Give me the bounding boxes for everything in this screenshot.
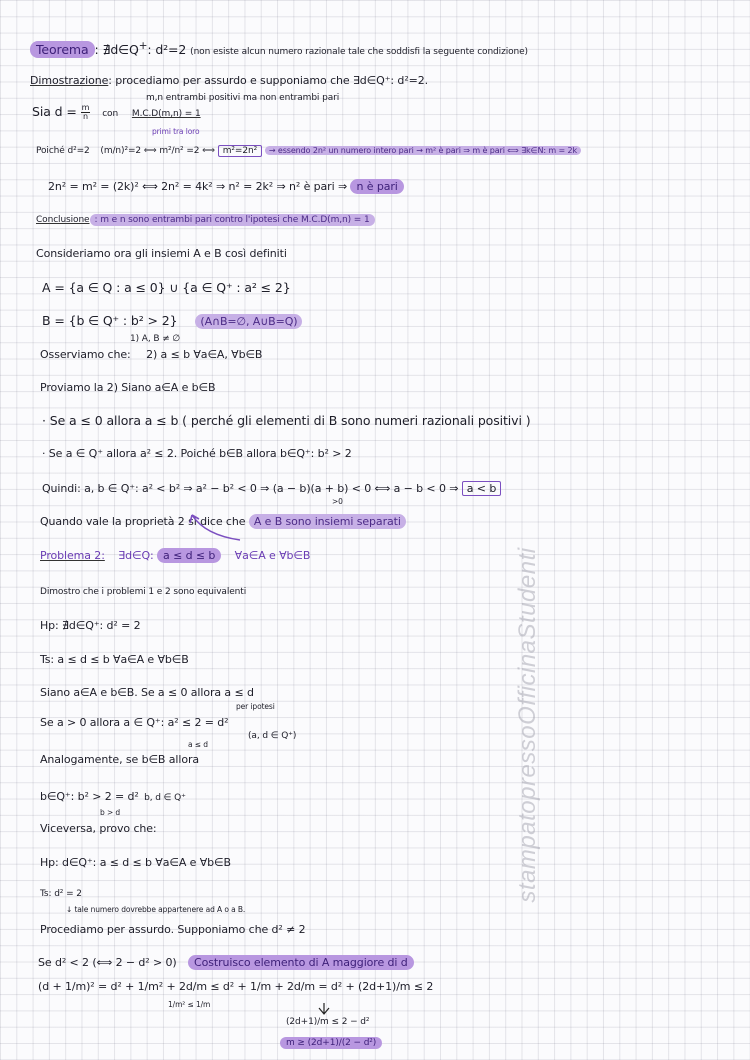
problem2-label: Problema 2: — [40, 549, 105, 562]
problem2-line: Problema 2: ∃d∈Q: a ≤ d ≤ b ∀a∈A e ∀b∈B — [40, 549, 311, 562]
let-d-text: Sia d = — [32, 104, 77, 119]
mcd-text: M.C.D(m,n) = 1 — [131, 109, 201, 119]
m-bound-line — [280, 1038, 382, 1048]
absurd-line: Procediamo per assurdo. Supponiamo che d² ≠ 2 — [40, 923, 306, 936]
separated-highlight: A e B sono insiemi separati — [249, 514, 406, 529]
b-line: b∈Q⁺: b² > 2 = d² b, d ∈ Q⁺ — [40, 790, 186, 803]
theorem-note: (non esiste alcun numero razionale tale che soddisfi la seguente condizione) — [190, 47, 528, 58]
conclusion-text: : m e n sono entrambi pari contro l'ipotesi che M.C.D(m,n) = 1 — [90, 214, 375, 226]
hypothesis-1: Hp: ∄d∈Q⁺: d² = 2 — [40, 619, 141, 632]
n-even-line: 2n² = m² = (2k)² ⟺ 2n² = 4k² ⇒ n² = 2k² ⇒ n² è pari ⇒ n è pari — [48, 180, 404, 193]
m-bound-highlight: m ≥ (2d+1)/(2 − d²) — [280, 1037, 382, 1049]
thesis-2: Ts: d² = 2 — [40, 889, 82, 899]
case-a-nonpositive: · Se a ≤ 0 allora a ≤ b ( perché gli elementi di B sono numeri razionali positivi ) — [42, 413, 531, 428]
nonempty-line: 1) A, B ≠ ∅ — [130, 334, 181, 344]
boxed-result: a < b — [462, 481, 501, 496]
case-d-less-line: Se d² < 2 (⟺ 2 − d² > 0) Costruisco elemento di A maggiore di d — [38, 956, 414, 969]
b-gt-d-note: b > d — [100, 808, 121, 817]
case-line-1: Siano a∈A e b∈B. Se a ≤ 0 allora a ≤ d — [40, 686, 254, 699]
theorem-statement-b: : d²=2 — [147, 42, 187, 58]
hypothesis-2: Hp: d∈Q⁺: a ≤ d ≤ b ∀a∈A e ∀b∈B — [40, 856, 231, 869]
boxed-equation: m²=2n² — [218, 145, 262, 157]
sets-partition: (A∩B=∅, A∪B=Q) — [195, 314, 302, 329]
prove-line: Proviamo la 2) Siano a∈A e b∈B — [40, 381, 216, 394]
sets-intro: Consideriamo ora gli insiemi A e B così definiti — [36, 247, 287, 260]
analogously-line: Analogamente, se b∈B allora — [40, 753, 200, 766]
a-le-d-note: a ≤ d — [188, 740, 208, 749]
theorem-statement-a: : ∄d∈Q — [94, 42, 139, 58]
watermark: stampatopressoOfficinaStudenti — [514, 547, 541, 903]
problem2-inequality: a ≤ d ≤ b — [157, 548, 221, 563]
case-a-positive: · Se a ∈ Q⁺ allora a² ≤ 2. Poiché b∈B allora b∈Q⁺: b² > 2 — [42, 447, 352, 460]
theorem-sup: + — [138, 40, 148, 52]
set-b-line — [42, 313, 302, 328]
by-hypothesis-note: per ipotesi — [236, 702, 275, 711]
bound-line: (2d+1)/m ≤ 2 − d² — [286, 1017, 370, 1027]
conclusion-label: Conclusione — [36, 215, 90, 225]
proof-label: Dimostrazione — [30, 74, 109, 87]
therefore-line: Quindi: a, b ∈ Q⁺: a² < b² ⇒ a² − b² < 0 ⇒ (a − b)(a + b) < 0 ⟺ a − b < 0 ⇒ a < b — [42, 482, 501, 495]
proof-line — [30, 74, 428, 87]
double-arrow-icon — [319, 1003, 329, 1014]
conclusion-line — [36, 215, 375, 225]
mn-note: m,n entrambi positivi ma non entrambi pari — [146, 93, 340, 103]
thesis-1: Ts: a ≤ d ≤ b ∀a∈A e ∀b∈B — [40, 653, 189, 666]
set-b-definition: B = {b ∈ Q⁺ : b² > 2} — [42, 313, 178, 328]
observe-line: Osserviamo che: 2) a ≤ b ∀a∈A, ∀b∈B — [40, 348, 263, 361]
construct-highlight: Costruisco elemento di A maggiore di d — [188, 955, 414, 970]
conversely-line: Viceversa, provo che: — [40, 822, 157, 835]
proof-text: : procediamo per assurdo e supponiamo che ∃d∈Q⁺: d²=2. — [108, 74, 429, 87]
separated-line: Quando vale la proprietà 2 si dice che A e B sono insiemi separati — [40, 515, 406, 528]
fraction-m-n: $\frac{m}{n}$ — [81, 103, 90, 121]
expansion-line: (d + 1/m)² = d² + 1/m² + 2d/m ≤ d² + 1/m + 2d/m = d² + (2d+1)/m ≤ 2 — [38, 980, 434, 993]
let-d-line — [32, 104, 201, 121]
con-text: con — [102, 109, 119, 119]
positive-note: >0 — [332, 497, 343, 506]
equivalence-line: Dimostro che i problemi 1 e 2 sono equivalenti — [40, 587, 247, 597]
coprime-note: primi tra loro — [152, 127, 200, 136]
theorem-label: Teorema — [30, 41, 95, 58]
since-line: Poiché d²=2 (m/n)²=2 ⟺ m²/n² =2 ⟺ m²=2n² → essendo 2n² un numero intero pari → m² è pari ⇒ m è pari ⟺ ∃k∈N: m = 2k — [36, 146, 581, 156]
thesis-2-note: ↓ tale numero dovrebbe appartenere ad A o a B. — [66, 905, 246, 914]
set-a-definition: A = {a ∈ Q : a ≤ 0} ∪ {a ∈ Q⁺ : a² ≤ 2} — [42, 280, 291, 295]
n-even-highlight: n è pari — [350, 179, 403, 194]
case-line-2: Se a > 0 allora a ∈ Q⁺: a² ≤ 2 = d² — [40, 716, 229, 729]
case-line-2-domain: (a, d ∈ Q⁺) — [248, 731, 297, 741]
expansion-note: 1/m² ≤ 1/m — [168, 1000, 211, 1009]
theorem-line — [30, 40, 528, 57]
